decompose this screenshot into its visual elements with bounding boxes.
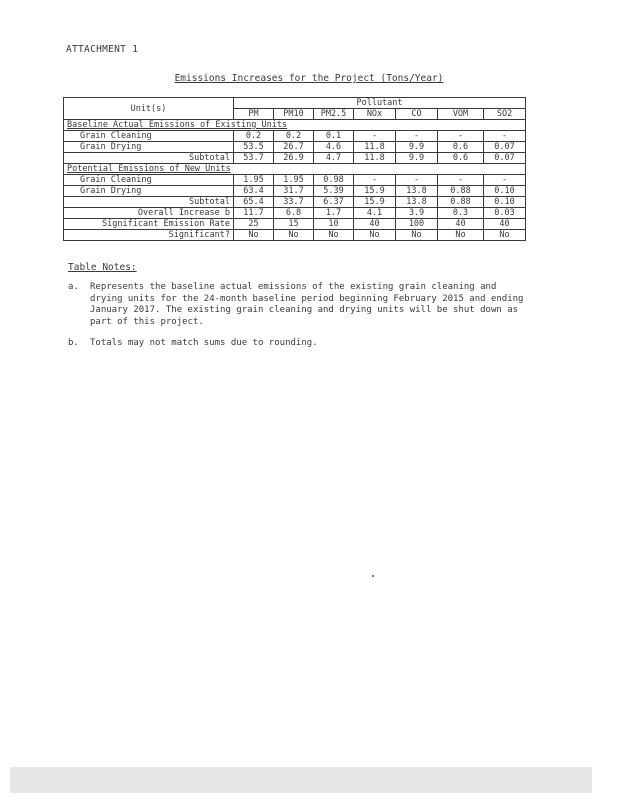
cell: 0.3 bbox=[438, 208, 484, 219]
section-row-baseline bbox=[64, 120, 526, 131]
cell: - bbox=[438, 131, 484, 142]
cell: 0.10 bbox=[484, 186, 526, 197]
table-row bbox=[64, 186, 526, 197]
cell: 13.8 bbox=[396, 197, 438, 208]
table-row bbox=[64, 142, 526, 153]
cell: 26.7 bbox=[274, 142, 314, 153]
cell: 9.9 bbox=[396, 153, 438, 164]
cell: 0.2 bbox=[274, 131, 314, 142]
cell: 40 bbox=[484, 219, 526, 230]
cell: 3.9 bbox=[396, 208, 438, 219]
col-header: CO bbox=[396, 109, 438, 120]
table-title: Emissions Increases for the Project (Tons/Year) bbox=[174, 73, 444, 84]
cell: - bbox=[354, 175, 396, 186]
table-row bbox=[64, 175, 526, 186]
section-row-new bbox=[64, 164, 526, 175]
row-label: Grain Drying bbox=[64, 186, 234, 197]
col-header: NOx bbox=[354, 109, 396, 120]
cell: No bbox=[354, 230, 396, 241]
table-row bbox=[64, 131, 526, 142]
cell: 11.7 bbox=[234, 208, 274, 219]
cell: No bbox=[438, 230, 484, 241]
row-label: Overall Increase b bbox=[64, 208, 234, 219]
cell: - bbox=[396, 175, 438, 186]
note-text: Represents the baseline actual emissions of the existing grain cleaning and drying units for the 24-month baseline period beginning February 2015 and ending January 2017. The existing grain cleaning and drying units will be shut down as part of this project. bbox=[90, 282, 524, 327]
cell: 53.5 bbox=[234, 142, 274, 153]
col-header: PM10 bbox=[274, 109, 314, 120]
cell: - bbox=[438, 175, 484, 186]
cell: 0.6 bbox=[438, 142, 484, 153]
cell: 31.7 bbox=[274, 186, 314, 197]
emissions-table bbox=[63, 97, 526, 241]
pollutant-header: Pollutant bbox=[234, 98, 526, 109]
cell: 4.7 bbox=[314, 153, 354, 164]
cell: 0.03 bbox=[484, 208, 526, 219]
cell: 13.8 bbox=[396, 186, 438, 197]
cell: 0.88 bbox=[438, 186, 484, 197]
cell: 100 bbox=[396, 219, 438, 230]
cell: 4.1 bbox=[354, 208, 396, 219]
cell: 0.07 bbox=[484, 142, 526, 153]
row-label: Significant Emission Rate bbox=[64, 219, 234, 230]
cell: 0.98 bbox=[314, 175, 354, 186]
table-notes-heading: Table Notes: bbox=[68, 262, 137, 273]
note-marker: a. bbox=[68, 282, 79, 292]
cell: No bbox=[484, 230, 526, 241]
cell: 65.4 bbox=[234, 197, 274, 208]
cell: 1.95 bbox=[234, 175, 274, 186]
cell: No bbox=[314, 230, 354, 241]
cell: 0.07 bbox=[484, 153, 526, 164]
cell: 15.9 bbox=[354, 186, 396, 197]
cell: - bbox=[484, 175, 526, 186]
cell: 26.9 bbox=[274, 153, 314, 164]
row-label: Subtotal bbox=[64, 153, 234, 164]
cell: - bbox=[354, 131, 396, 142]
col-header: SO2 bbox=[484, 109, 526, 120]
cell: 11.8 bbox=[354, 153, 396, 164]
row-label: Significant? bbox=[64, 230, 234, 241]
cell: 0.88 bbox=[438, 197, 484, 208]
row-label: Grain Cleaning bbox=[64, 175, 234, 186]
header-row-1 bbox=[64, 98, 526, 109]
cell: 15 bbox=[274, 219, 314, 230]
significant-rate-row bbox=[64, 219, 526, 230]
scan-bottom-shadow bbox=[10, 767, 592, 793]
row-label: Grain Drying bbox=[64, 142, 234, 153]
section-label: Baseline Actual Emissions of Existing Units bbox=[64, 120, 526, 131]
units-header: Unit(s) bbox=[64, 98, 234, 120]
cell: 40 bbox=[438, 219, 484, 230]
col-header: PM2.5 bbox=[314, 109, 354, 120]
cell: 10 bbox=[314, 219, 354, 230]
cell: 6.8 bbox=[274, 208, 314, 219]
cell: 4.6 bbox=[314, 142, 354, 153]
cell: 5.39 bbox=[314, 186, 354, 197]
cell: 0.10 bbox=[484, 197, 526, 208]
cell: 33.7 bbox=[274, 197, 314, 208]
cell: - bbox=[484, 131, 526, 142]
scan-speck bbox=[372, 575, 374, 577]
note-marker: b. bbox=[68, 338, 79, 348]
section-label: Potential Emissions of New Units bbox=[64, 164, 526, 175]
cell: - bbox=[396, 131, 438, 142]
note-text: Totals may not match sums due to rounding. bbox=[90, 338, 318, 348]
subtotal-row bbox=[64, 153, 526, 164]
cell: 11.8 bbox=[354, 142, 396, 153]
cell: No bbox=[274, 230, 314, 241]
cell: No bbox=[234, 230, 274, 241]
cell: 1.7 bbox=[314, 208, 354, 219]
cell: 0.1 bbox=[314, 131, 354, 142]
row-label: Grain Cleaning bbox=[64, 131, 234, 142]
cell: 6.37 bbox=[314, 197, 354, 208]
cell: 40 bbox=[354, 219, 396, 230]
cell: 25 bbox=[234, 219, 274, 230]
subtotal-row bbox=[64, 197, 526, 208]
significant-row bbox=[64, 230, 526, 241]
attachment-label: ATTACHMENT 1 bbox=[66, 44, 139, 55]
cell: No bbox=[396, 230, 438, 241]
cell: 0.2 bbox=[234, 131, 274, 142]
cell: 15.9 bbox=[354, 197, 396, 208]
row-label: Subtotal bbox=[64, 197, 234, 208]
cell: 53.7 bbox=[234, 153, 274, 164]
cell: 1.95 bbox=[274, 175, 314, 186]
cell: 63.4 bbox=[234, 186, 274, 197]
cell: 0.6 bbox=[438, 153, 484, 164]
cell: 9.9 bbox=[396, 142, 438, 153]
col-header: PM bbox=[234, 109, 274, 120]
overall-increase-row bbox=[64, 208, 526, 219]
col-header: VOM bbox=[438, 109, 484, 120]
